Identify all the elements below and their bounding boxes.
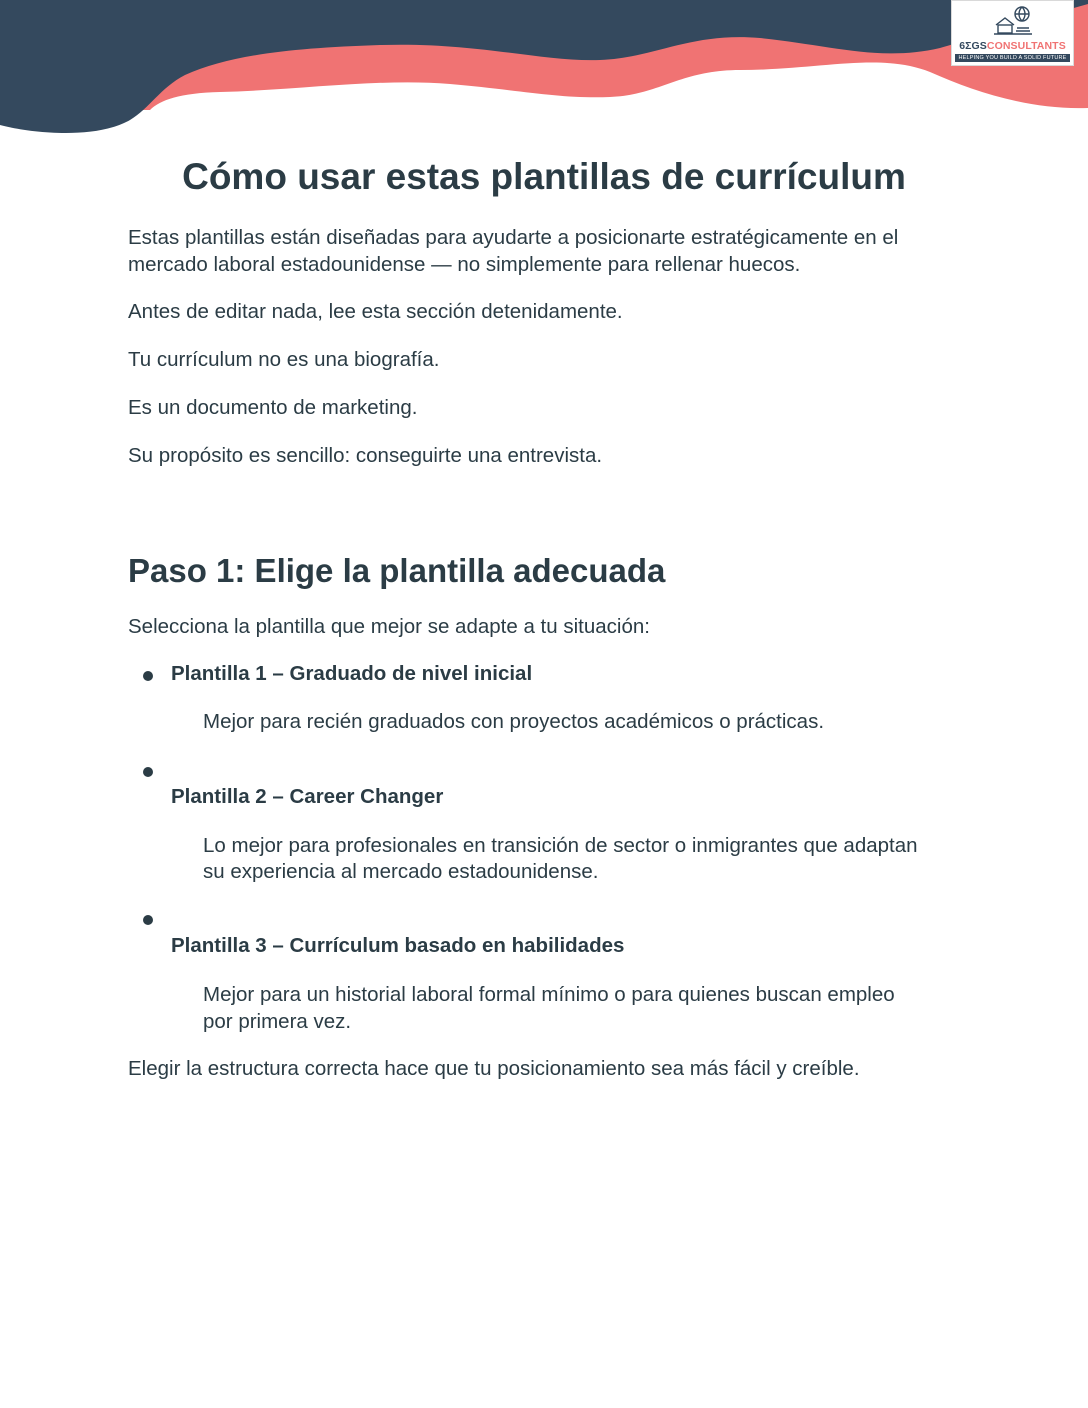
bullet-icon <box>143 767 153 777</box>
bullet-icon <box>143 915 153 925</box>
template-3-title: Plantilla 3 – Currículum basado en habilidades <box>171 934 625 957</box>
intro-paragraph-line: mercado laboral estadounidense — no simplemente para rellenar huecos. <box>128 253 801 276</box>
logo-wordmark: 6ΣGSCONSULTANTS <box>959 40 1066 52</box>
intro-paragraph-line: Estas plantillas están diseñadas para ayudarte a posicionarte estratégicamente en el <box>128 226 899 249</box>
intro-paragraph: Tu currículum no es una biografía. <box>128 348 440 371</box>
template-2-description-line: Lo mejor para profesionales en transición de sector o inmigrantes que adaptan <box>203 834 918 857</box>
intro-paragraph: Su propósito es sencillo: conseguirte una entrevista. <box>128 444 603 467</box>
logo-tagline: HELPING YOU BUILD A SOLID FUTURE <box>955 54 1070 62</box>
template-1-description: Mejor para recién graduados con proyectos académicos o prácticas. <box>203 710 825 733</box>
page-title: Cómo usar estas plantillas de currículum <box>182 156 906 197</box>
house-globe-icon <box>990 4 1036 38</box>
template-2-description-line: su experiencia al mercado estadounidense. <box>203 860 599 883</box>
intro-paragraph: Es un documento de marketing. <box>128 396 418 419</box>
step1-closing: Elegir la estructura correcta hace que tu posicionamiento sea más fácil y creíble. <box>128 1057 860 1080</box>
template-3-description-line: Mejor para un historial laboral formal mínimo o para quienes buscan empleo <box>203 983 895 1006</box>
section-heading-step1: Paso 1: Elige la plantilla adecuada <box>128 552 666 589</box>
step1-lead: Selecciona la plantilla que mejor se adapte a tu situación: <box>128 615 650 638</box>
intro-paragraph: Antes de editar nada, lee esta sección detenidamente. <box>128 300 623 323</box>
company-logo <box>951 0 1074 66</box>
bullet-icon <box>143 671 153 681</box>
template-2-title: Plantilla 2 – Career Changer <box>171 785 444 808</box>
template-1-title: Plantilla 1 – Graduado de nivel inicial <box>171 662 533 685</box>
template-3-description-line: por primera vez. <box>203 1010 352 1033</box>
header-wave-decoration <box>0 0 1088 140</box>
